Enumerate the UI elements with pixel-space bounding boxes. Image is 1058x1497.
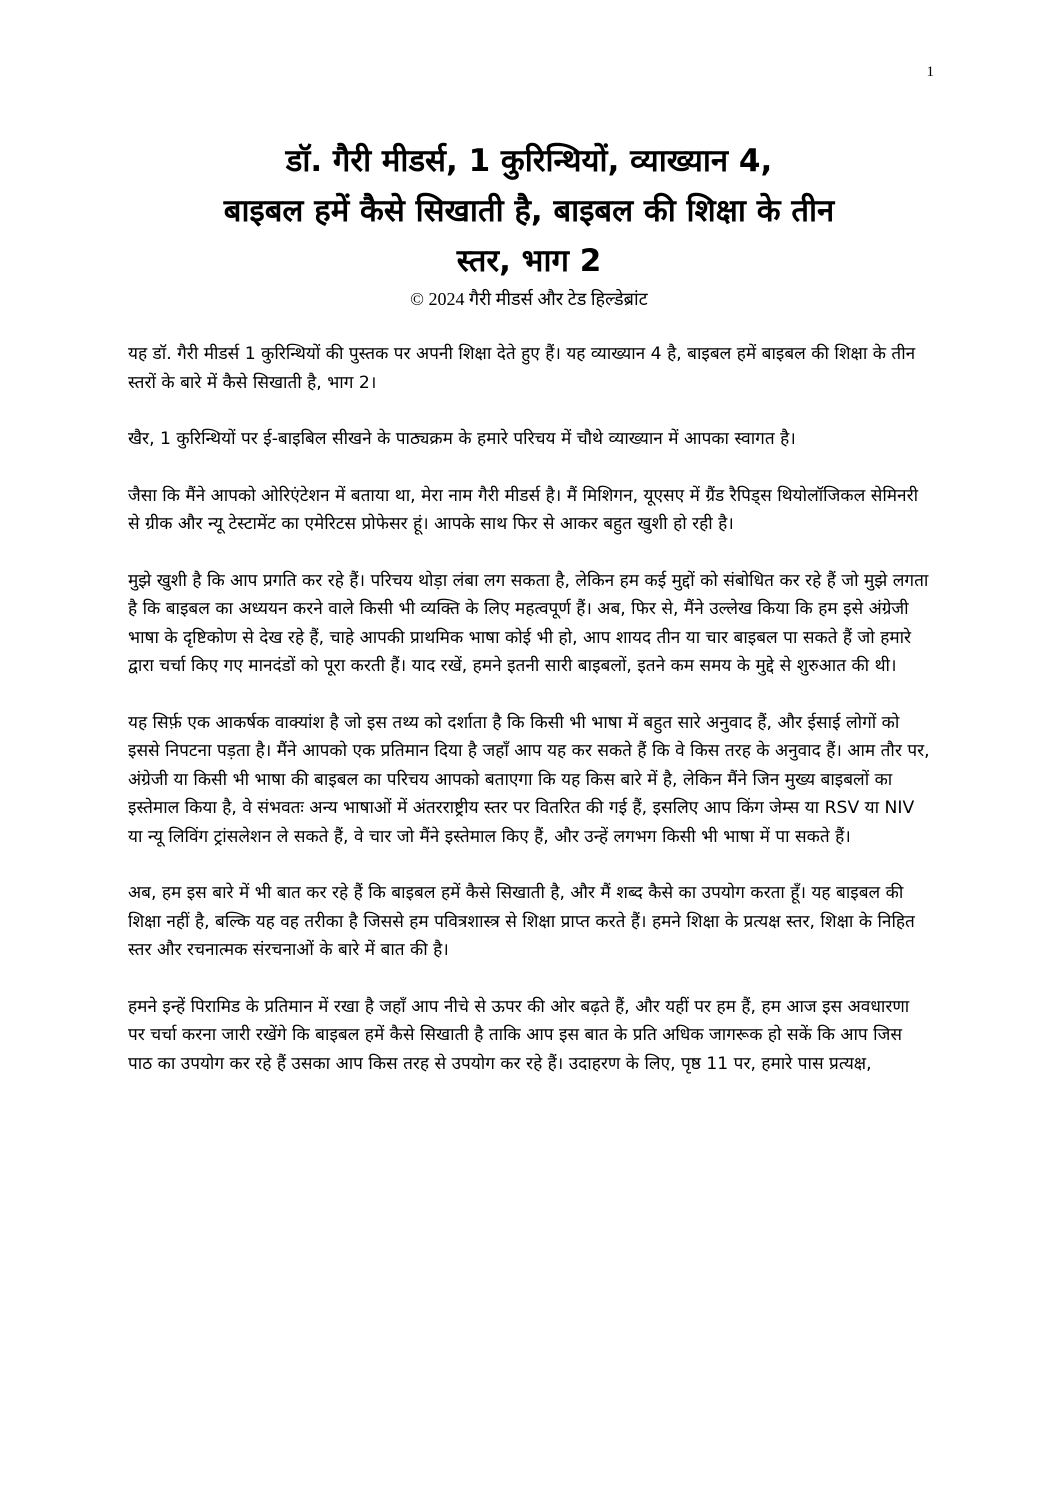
title-line: बाइबल हमें कैसे सिखाती है, बाइबल की शिक्षा के तीन — [223, 193, 835, 229]
body-paragraph: जैसा कि मैंने आपको ओरिएंटेशन में बताया था, मेरा नाम गैरी मीडर्स है। मैं मिशिगन, यूएसए में ग्रैंड रैपिड्स थियोलॉजिकल सेमिनरी से ग्रीक और न्यू टेस्टामेंट का एमेरिटस प्रोफेसर हूं। आपके साथ फिर से आकर बहुत खुशी हो रही है। — [128, 485, 919, 534]
page-number: 1 — [926, 64, 934, 80]
body-paragraph: खैर, 1 कुरिन्थियों पर ई-बाइबिल सीखने के पाठ्यक्रम के हमारे परिचय में चौथे व्याख्यान में आपका स्वागत है। — [128, 429, 796, 449]
title-line: स्तर, भाग 2 — [456, 243, 602, 279]
copyright-line: © 2024 गैरी मीडर्स और टेड हिल्डेब्रांट — [410, 289, 648, 309]
body-paragraph: अब, हम इस बारे में भी बात कर रहे हैं कि बाइबल हमें कैसे सिखाती है, और मैं शब्द कैसे का उपयोग करता हूँ। यह बाइबल की शिक्षा नहीं है, बल्कि यह वह तरीका है जिससे हम पवित्रशास्त्र से शिक्षा प्राप्त करते हैं। हमने शिक्षा के प्रत्यक्ष स्तर, शिक्षा के निहित स्तर और रचनात्मक संरचनाओं के बारे में बात की है। — [128, 883, 915, 960]
body-paragraph: यह डॉ. गैरी मीडर्स 1 कुरिन्थियों की पुस्तक पर अपनी शिक्षा देते हुए हैं। यह व्याख्यान 4 है, बाइबल हमें बाइबल की शिक्षा के तीन स्तरों के बारे में कैसे सिखाती है, भाग 2। — [128, 344, 916, 393]
body-paragraph: हमने इन्हें पिरामिड के प्रतिमान में रखा है जहाँ आप नीचे से ऊपर की ओर बढ़ते हैं, और यहीं पर हम हैं, हम आज इस अवधारणा पर चर्चा करना जारी रखेंगे कि बाइबल हमें कैसे सिखाती है ताकि आप इस बात के प्रति अधिक जागरूक हो सकें कि आप जिस पाठ का उपयोग कर रहे हैं उसका आप किस तरह से उपयोग कर रहे हैं। उदाहरण के लिए, पृष्ठ 11 पर, हमारे पास प्रत्यक्ष, — [128, 996, 910, 1074]
body-paragraph: यह सिर्फ़ एक आकर्षक वाक्यांश है जो इस तथ्य को दर्शाता है कि किसी भी भाषा में बहुत सारे अनुवाद हैं, और ईसाई लोगों को इससे निपटना पड़ता है। मैंने आपको एक प्रतिमान दिया है जहाँ आप यह कर सकते हैं कि वे किस तरह के अनुवाद हैं। आम तौर पर, अंग्रेजी या किसी भी भाषा की बाइबल का परिचय आपको बताएगा कि यह किस बारे में है, लेकिन मैंने जिन मुख्य बाइबलों का इस्तेमाल किया है, वे संभवतः अन्य भाषाओं में अंतरराष्ट्रीय स्तर पर वितरित की गई हैं, इसलिए आप किंग जेम्स या RSV या NIV या न्यू लिविंग ट्रांसलेशन ले सकते हैं, वे चार जो मैंने इस्तेमाल किए हैं, और उन्हें लगभग किसी भी भाषा में पा सकते हैं। — [128, 712, 930, 847]
body-paragraph: मुझे खुशी है कि आप प्रगति कर रहे हैं। परिचय थोड़ा लंबा लग सकता है, लेकिन हम कई मुद्दों को संबोधित कर रहे हैं जो मुझे लगता है कि बाइबल का अध्ययन करने वाले किसी भी व्यक्ति के लिए महत्वपूर्ण हैं। अब, फिर से, मैंने उल्लेख किया कि हम इसे अंग्रेजी भाषा के दृष्टिकोण से देख रहे हैं, चाहे आपकी प्राथमिक भाषा कोई भी हो, आप शायद तीन या चार बाइबल पा सकते हैं जो हमारे द्वारा चर्चा किए गए मानदंडों को पूरा करती हैं। याद रखें, हमने इतनी सारी बाइबलों, इतने कम समय के मुद्दे से शुरुआत की थी। — [128, 570, 929, 676]
title-block — [100, 136, 958, 312]
document-title — [100, 136, 958, 286]
title-line: डॉ. गैरी मीडर्स, 1 कुरिन्थियों, व्याख्यान 4, — [285, 143, 773, 179]
document-body — [128, 340, 930, 1106]
